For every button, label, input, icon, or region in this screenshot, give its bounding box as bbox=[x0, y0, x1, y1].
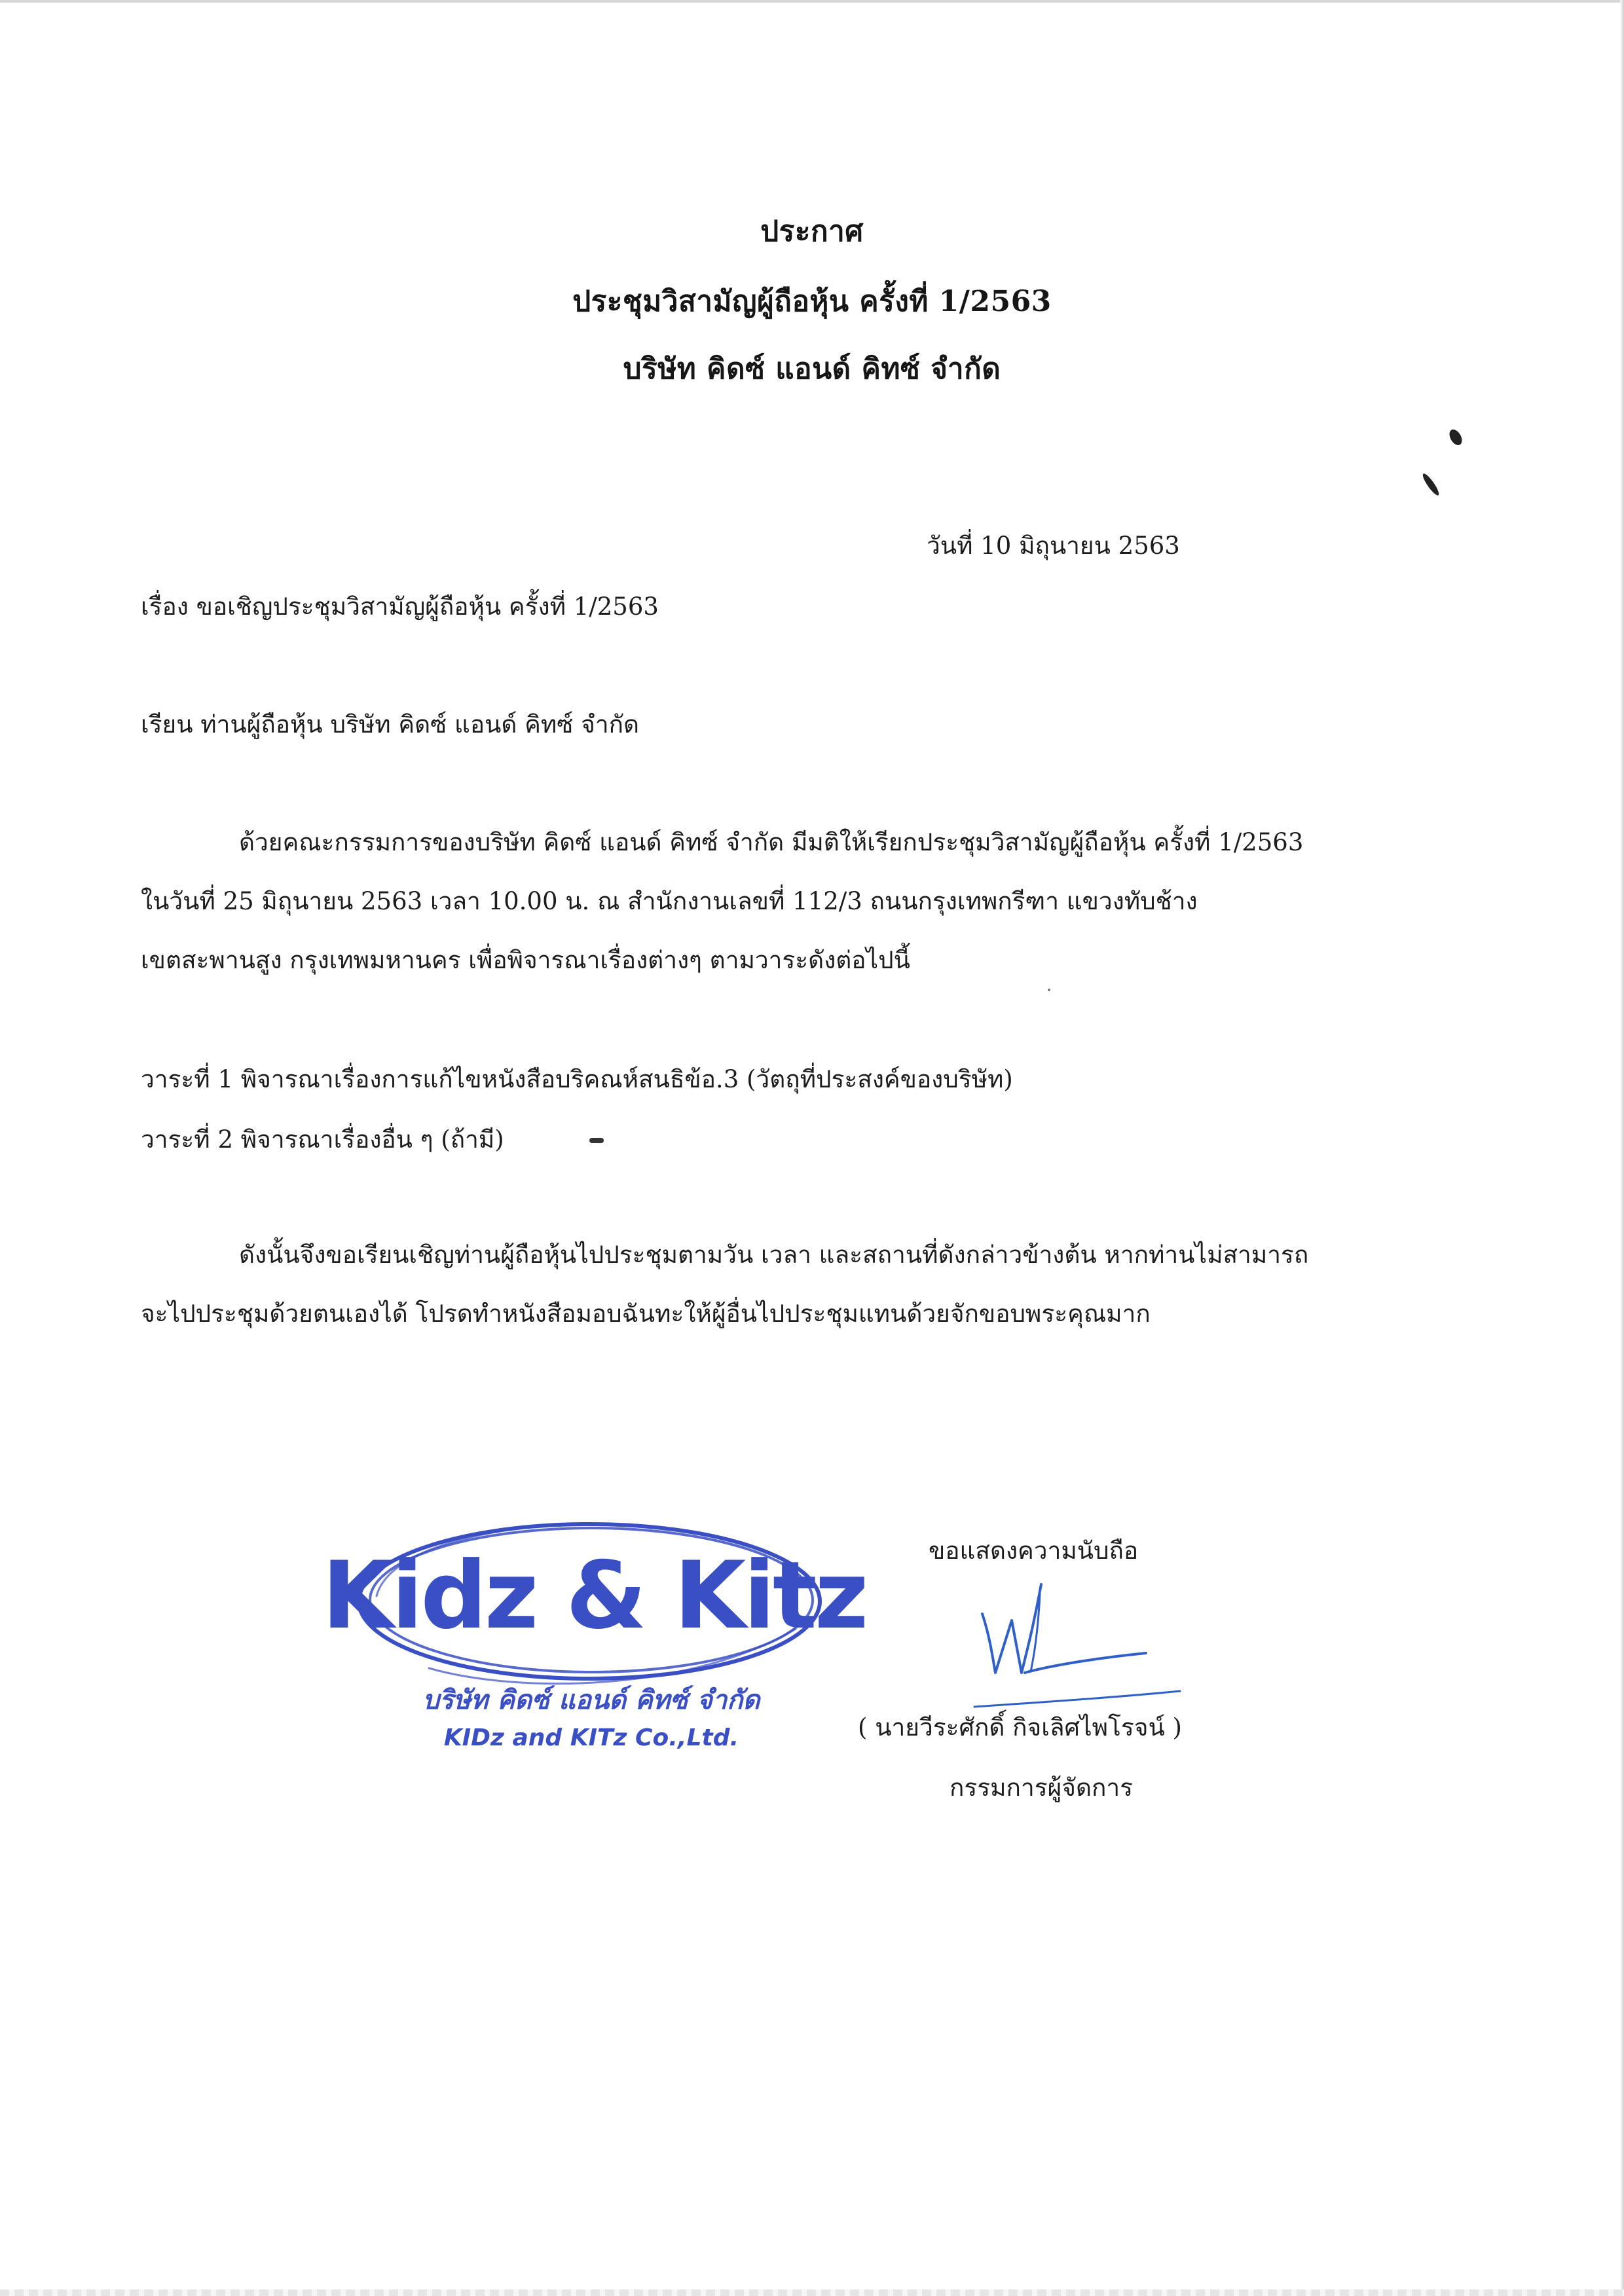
date-line: วันที่ 10 มิถุนายน 2563 bbox=[927, 532, 1180, 560]
paragraph1-line1: ด้วยคณะกรรมการของบริษัท คิดซ์ แอนด์ คิทซ์ จำกัด มีมติให้เรียกประชุมวิสามัญผู้ถือหุ้น ครั้งที่ 1/2563 bbox=[239, 828, 1304, 856]
paragraph2-line2: จะไปประชุมด้วยตนเองได้ โปรดทำหนังสือมอบฉันทะให้ผู้อื่นไปประชุมแทนด้วยจักขอบพระคุณมาก bbox=[141, 1300, 1151, 1328]
scan-mark bbox=[589, 1138, 604, 1143]
scan-mark bbox=[1447, 428, 1465, 448]
seal-logo-text: Kidz & Kitz bbox=[322, 1542, 866, 1650]
agenda-item-2: วาระที่ 2 พิจารณาเรื่องอื่น ๆ (ถ้ามี) bbox=[141, 1125, 504, 1154]
seal-thai-name: บริษัท คิดซ์ แอนด์ คิทซ์ จำกัด bbox=[422, 1685, 760, 1715]
company-seal bbox=[322, 1504, 866, 1766]
closing-regards: ขอแสดงความนับถือ bbox=[929, 1537, 1139, 1565]
handwritten-signature bbox=[963, 1575, 1198, 1712]
recipient-line: เรียน ท่านผู้ถือหุ้น บริษัท คิดซ์ แอนด์ คิทซ์ จำกัด bbox=[141, 710, 640, 738]
subject-line: เรื่อง ขอเชิญประชุมวิสามัญผู้ถือหุ้น ครั้งที่ 1/2563 bbox=[141, 592, 659, 621]
signer-name: ( นายวีระศักดิ์ กิจเลิศไพโรจน์ ) bbox=[858, 1713, 1182, 1741]
scan-edge-right bbox=[1620, 0, 1624, 2296]
signer-title: กรรมการผู้จัดการ bbox=[950, 1774, 1134, 1802]
scan-mark bbox=[1420, 472, 1441, 498]
meeting-heading: ประชุมวิสามัญผู้ถือหุ้น ครั้งที่ 1/2563 bbox=[572, 285, 1052, 318]
agenda-item-1: วาระที่ 1 พิจารณาเรื่องการแก้ไขหนังสือบริคณห์สนธิข้อ.3 (วัตถุที่ประสงค์ของบริษัท) bbox=[141, 1065, 1013, 1093]
scan-edge-top bbox=[0, 0, 1624, 3]
paragraph2-line1: ดังนั้นจึงขอเรียนเชิญท่านผู้ถือหุ้นไปประชุมตามวัน เวลา และสถานที่ดังกล่าวข้างต้น หากท่านไม่สามารถ bbox=[239, 1241, 1309, 1269]
paragraph1-line3: เขตสะพานสูง กรุงเทพมหานคร เพื่อพิจารณาเรื่องต่างๆ ตามวาระดังต่อไปนี้ bbox=[141, 946, 910, 974]
announcement-title: ประกาศ bbox=[760, 215, 864, 248]
company-heading: บริษัท คิดซ์ แอนด์ คิทซ์ จำกัด bbox=[623, 352, 1001, 386]
paragraph1-line2: ในวันที่ 25 มิถุนายน 2563 เวลา 10.00 น. ณ สำนักงานเลขที่ 112/3 ถนนกรุงเทพกรีฑา แขวงทับช้าง bbox=[141, 887, 1198, 915]
seal-english-name: KIDz and KITz Co.,Ltd. bbox=[443, 1724, 739, 1751]
scan-mark bbox=[1048, 989, 1050, 991]
scan-edge-bottom bbox=[0, 2289, 1624, 2296]
